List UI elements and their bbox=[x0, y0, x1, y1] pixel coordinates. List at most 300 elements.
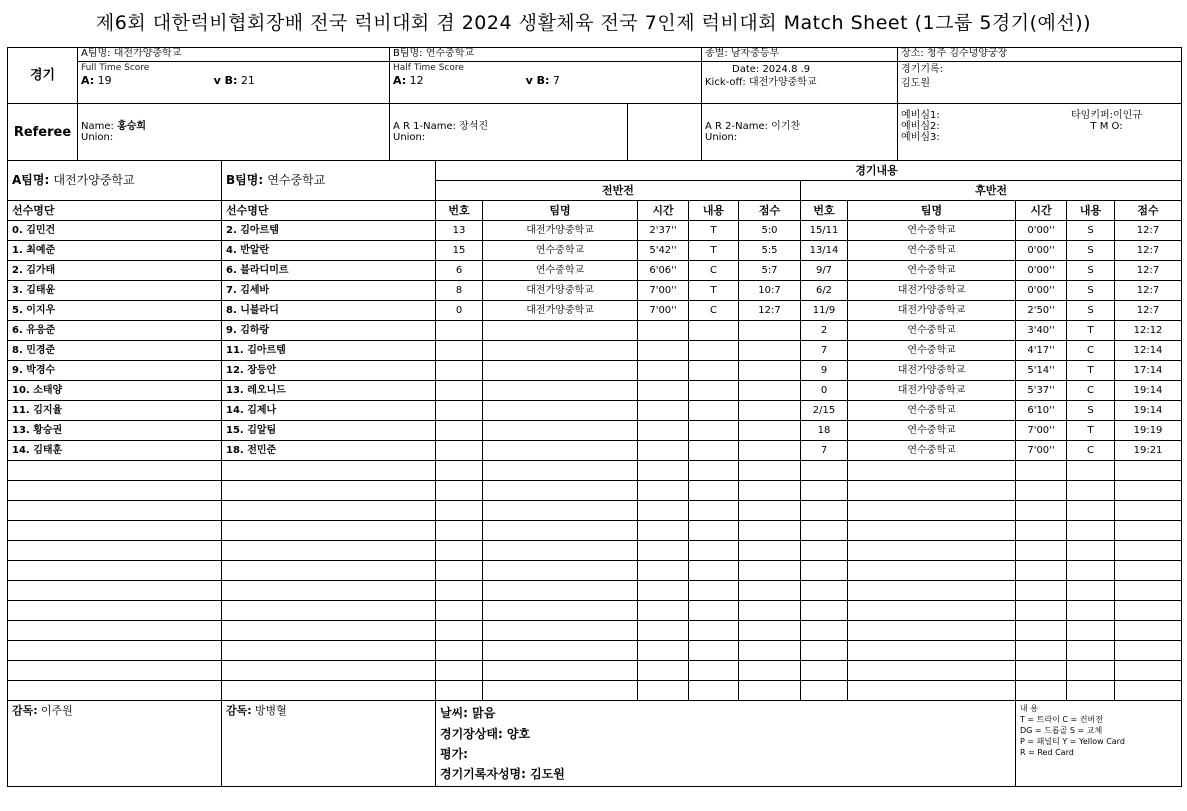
first-half-team bbox=[483, 341, 638, 361]
reserve-1: 예비심1: bbox=[901, 110, 940, 121]
second-half-no bbox=[801, 601, 848, 621]
second-half-content: S bbox=[1067, 301, 1115, 321]
table-row bbox=[8, 221, 1182, 241]
team-a-cell bbox=[78, 48, 390, 104]
col-content-2: 내용 bbox=[1067, 201, 1115, 221]
second-half-team: 연수중학교 bbox=[848, 241, 1016, 261]
table-row bbox=[8, 521, 1182, 541]
second-half-score bbox=[1115, 521, 1182, 541]
legend-line: R = Red Card bbox=[1020, 748, 1074, 757]
second-half-score: 19:21 bbox=[1115, 441, 1182, 461]
table-row bbox=[8, 661, 1182, 681]
first-half-no bbox=[436, 561, 483, 581]
second-half-time bbox=[1016, 541, 1067, 561]
full-a-label: A: bbox=[81, 74, 95, 87]
team-a-line: A팀명: 대전가양중학교 bbox=[78, 48, 389, 62]
first-half-team bbox=[483, 481, 638, 501]
first-half-score bbox=[739, 521, 801, 541]
second-half-content bbox=[1067, 461, 1115, 481]
second-half-content: T bbox=[1067, 361, 1115, 381]
ground-condition: 경기장상태: 양호 bbox=[440, 727, 531, 741]
first-half-team bbox=[483, 641, 638, 661]
player-a: 11. 김지율 bbox=[8, 401, 222, 421]
table-row bbox=[8, 601, 1182, 621]
first-half-content bbox=[689, 461, 739, 481]
second-half-score: 12:7 bbox=[1115, 301, 1182, 321]
coach-b-name: 방병혈 bbox=[254, 704, 287, 717]
first-half-score: 5:0 bbox=[739, 221, 801, 241]
second-half-score bbox=[1115, 601, 1182, 621]
player-b bbox=[222, 601, 436, 621]
second-half-score: 12:12 bbox=[1115, 321, 1182, 341]
second-half-team bbox=[848, 621, 1016, 641]
first-half-score bbox=[739, 641, 801, 661]
first-half-score bbox=[739, 601, 801, 621]
venue: 장소: 청주 김수녕양궁장 bbox=[898, 48, 1181, 62]
second-half-score: 19:19 bbox=[1115, 421, 1182, 441]
second-half-content bbox=[1067, 621, 1115, 641]
first-half-time: 7'00'' bbox=[638, 301, 689, 321]
second-half-team: 대전가양중학교 bbox=[848, 381, 1016, 401]
reserve-cell bbox=[898, 104, 1182, 161]
player-a bbox=[8, 561, 222, 581]
second-half-content: S bbox=[1067, 281, 1115, 301]
second-half-team bbox=[848, 681, 1016, 701]
second-half-no bbox=[801, 561, 848, 581]
player-a: 10. 소태양 bbox=[8, 381, 222, 401]
ar1-cell bbox=[390, 104, 702, 161]
second-half-team: 연수중학교 bbox=[848, 441, 1016, 461]
ar1-name: A R 1-Name: 장석진 bbox=[393, 121, 489, 132]
second-half-time: 5'37'' bbox=[1016, 381, 1067, 401]
first-half-time bbox=[638, 421, 689, 441]
ar2-union: Union: bbox=[705, 132, 738, 143]
second-half-no: 2/15 bbox=[801, 401, 848, 421]
second-half-no: 18 bbox=[801, 421, 848, 441]
first-half-content: C bbox=[689, 261, 739, 281]
first-half-time bbox=[638, 681, 689, 701]
first-half-team bbox=[483, 581, 638, 601]
second-half-team bbox=[848, 461, 1016, 481]
col-time-2: 시간 bbox=[1016, 201, 1067, 221]
table-row bbox=[8, 461, 1182, 481]
player-a: 9. 박경수 bbox=[8, 361, 222, 381]
first-half-no bbox=[436, 341, 483, 361]
first-half-team bbox=[483, 381, 638, 401]
second-half-team bbox=[848, 601, 1016, 621]
player-a bbox=[8, 541, 222, 561]
first-half-content: C bbox=[689, 301, 739, 321]
legend-line: DG = 드롭골 S = 교체 bbox=[1020, 726, 1103, 735]
col-score-2: 점수 bbox=[1115, 201, 1182, 221]
player-a bbox=[8, 521, 222, 541]
second-half-team bbox=[848, 561, 1016, 581]
first-half-time: 7'00'' bbox=[638, 281, 689, 301]
first-half-no bbox=[436, 321, 483, 341]
player-b: 14. 김제나 bbox=[222, 401, 436, 421]
referee-label: Referee bbox=[8, 104, 78, 161]
col-content-1: 내용 bbox=[689, 201, 739, 221]
first-half-score bbox=[739, 441, 801, 461]
timekeeper: 타임키퍼:이인규 bbox=[1071, 110, 1142, 121]
table-row bbox=[8, 281, 1182, 301]
referee-name-label: Name: bbox=[81, 121, 114, 132]
second-half-time: 7'00'' bbox=[1016, 441, 1067, 461]
second-half-content bbox=[1067, 661, 1115, 681]
player-b bbox=[222, 501, 436, 521]
first-half-content bbox=[689, 481, 739, 501]
player-b: 9. 김하랑 bbox=[222, 321, 436, 341]
first-half-no bbox=[436, 441, 483, 461]
first-half-score bbox=[739, 501, 801, 521]
second-half-time: 7'00'' bbox=[1016, 421, 1067, 441]
first-half-time bbox=[638, 561, 689, 581]
second-half-content: S bbox=[1067, 401, 1115, 421]
player-b bbox=[222, 581, 436, 601]
table-row bbox=[8, 481, 1182, 501]
first-half-no bbox=[436, 381, 483, 401]
first-half-team bbox=[483, 501, 638, 521]
first-half-content bbox=[689, 361, 739, 381]
table-row bbox=[8, 641, 1182, 661]
second-half-time bbox=[1016, 461, 1067, 481]
player-a: 5. 이지우 bbox=[8, 301, 222, 321]
first-half-content bbox=[689, 321, 739, 341]
first-half-time bbox=[638, 441, 689, 461]
legend-line: T = 트라이 C = 컨버젼 bbox=[1020, 715, 1103, 724]
team-a-header-label: A팀명: bbox=[12, 173, 50, 187]
first-half-team: 연수중학교 bbox=[483, 241, 638, 261]
first-half-team bbox=[483, 681, 638, 701]
second-half-team bbox=[848, 541, 1016, 561]
second-half-no bbox=[801, 541, 848, 561]
table-row bbox=[8, 301, 1182, 321]
second-half-time: 3'40'' bbox=[1016, 321, 1067, 341]
second-half-no bbox=[801, 661, 848, 681]
first-half-no bbox=[436, 601, 483, 621]
coach-b-cell bbox=[222, 701, 436, 787]
player-a: 0. 김민건 bbox=[8, 221, 222, 241]
second-half-content bbox=[1067, 561, 1115, 581]
first-half-no bbox=[436, 541, 483, 561]
first-half-content bbox=[689, 401, 739, 421]
category: 종별: 남자중등부 bbox=[702, 48, 897, 62]
second-half-score bbox=[1115, 561, 1182, 581]
second-half-score bbox=[1115, 681, 1182, 701]
first-half-team bbox=[483, 361, 638, 381]
first-half-content bbox=[689, 601, 739, 621]
player-b bbox=[222, 621, 436, 641]
half-time-label: Half Time Score bbox=[393, 63, 464, 73]
second-half-content: T bbox=[1067, 321, 1115, 341]
first-half-team bbox=[483, 521, 638, 541]
player-b: 7. 김세바 bbox=[222, 281, 436, 301]
first-half-team bbox=[483, 401, 638, 421]
first-half-time: 5'42'' bbox=[638, 241, 689, 261]
referee-union: Union: bbox=[81, 132, 114, 143]
second-half-team: 연수중학교 bbox=[848, 341, 1016, 361]
second-half-score bbox=[1115, 661, 1182, 681]
player-b bbox=[222, 481, 436, 501]
second-half-time: 0'00'' bbox=[1016, 241, 1067, 261]
second-half-no bbox=[801, 501, 848, 521]
first-half-time bbox=[638, 381, 689, 401]
second-half-time bbox=[1016, 581, 1067, 601]
table-row bbox=[8, 681, 1182, 701]
second-half-time bbox=[1016, 561, 1067, 581]
second-half-score: 19:14 bbox=[1115, 381, 1182, 401]
full-b-label: v B: bbox=[213, 74, 238, 87]
second-half-content bbox=[1067, 521, 1115, 541]
first-half-content bbox=[689, 621, 739, 641]
first-half-content bbox=[689, 521, 739, 541]
second-half-score bbox=[1115, 541, 1182, 561]
player-b bbox=[222, 541, 436, 561]
player-b: 6. 블라디미르 bbox=[222, 261, 436, 281]
second-half-time bbox=[1016, 621, 1067, 641]
second-half-content: C bbox=[1067, 341, 1115, 361]
second-half-team bbox=[848, 641, 1016, 661]
player-b: 11. 김아르템 bbox=[222, 341, 436, 361]
second-half-score bbox=[1115, 621, 1182, 641]
table-row bbox=[8, 581, 1182, 601]
second-half-no bbox=[801, 641, 848, 661]
first-half-no bbox=[436, 681, 483, 701]
second-half-no: 13/14 bbox=[801, 241, 848, 261]
rating: 평가: bbox=[440, 747, 468, 761]
second-half-team bbox=[848, 661, 1016, 681]
col-team-1: 팀명 bbox=[483, 201, 638, 221]
second-half-team: 연수중학교 bbox=[848, 221, 1016, 241]
first-half-score bbox=[739, 561, 801, 581]
first-half-time bbox=[638, 321, 689, 341]
first-half-time bbox=[638, 581, 689, 601]
second-half-no bbox=[801, 461, 848, 481]
second-half-time bbox=[1016, 481, 1067, 501]
first-half-team bbox=[483, 461, 638, 481]
first-half-time bbox=[638, 661, 689, 681]
first-half-score: 10:7 bbox=[739, 281, 801, 301]
second-half-no: 11/9 bbox=[801, 301, 848, 321]
player-b: 13. 레오니드 bbox=[222, 381, 436, 401]
second-half-score: 12:7 bbox=[1115, 281, 1182, 301]
first-half-no: 8 bbox=[436, 281, 483, 301]
second-half-no: 15/11 bbox=[801, 221, 848, 241]
second-half-time: 2'50'' bbox=[1016, 301, 1067, 321]
full-time-label: Full Time Score bbox=[81, 63, 150, 73]
first-half-time bbox=[638, 401, 689, 421]
half-b-score: 7 bbox=[552, 74, 560, 87]
col-score-1: 점수 bbox=[739, 201, 801, 221]
legend-line: 내 용 bbox=[1020, 704, 1038, 713]
first-half-no bbox=[436, 521, 483, 541]
second-half-team bbox=[848, 581, 1016, 601]
col-no-1: 번호 bbox=[436, 201, 483, 221]
table-row bbox=[8, 261, 1182, 281]
first-half-time bbox=[638, 361, 689, 381]
first-half-no bbox=[436, 401, 483, 421]
first-half-score bbox=[739, 381, 801, 401]
first-half-no: 15 bbox=[436, 241, 483, 261]
second-half-content bbox=[1067, 601, 1115, 621]
first-half-time bbox=[638, 521, 689, 541]
player-a: 8. 민경준 bbox=[8, 341, 222, 361]
second-half-no bbox=[801, 521, 848, 541]
second-half-content bbox=[1067, 541, 1115, 561]
weather: 날씨: 맑음 bbox=[440, 706, 496, 720]
second-half-team: 대전가양중학교 bbox=[848, 281, 1016, 301]
second-half-content bbox=[1067, 481, 1115, 501]
tmo: T M O: bbox=[1090, 121, 1123, 132]
second-half-no: 9/7 bbox=[801, 261, 848, 281]
team-b-header bbox=[222, 161, 436, 201]
first-half-no bbox=[436, 361, 483, 381]
coach-a-name: 이주원 bbox=[40, 704, 73, 717]
table-row bbox=[8, 321, 1182, 341]
second-half-score bbox=[1115, 461, 1182, 481]
first-half-score bbox=[739, 321, 801, 341]
second-half-no: 6/2 bbox=[801, 281, 848, 301]
recorder-name: 김도원 bbox=[901, 78, 930, 89]
first-half-content bbox=[689, 421, 739, 441]
second-half-content: S bbox=[1067, 221, 1115, 241]
first-half-no bbox=[436, 481, 483, 501]
table-row bbox=[8, 621, 1182, 641]
first-half-no: 13 bbox=[436, 221, 483, 241]
first-half-score bbox=[739, 541, 801, 561]
player-b bbox=[222, 661, 436, 681]
second-half-team: 연수중학교 bbox=[848, 421, 1016, 441]
second-half-content bbox=[1067, 641, 1115, 661]
first-half-team: 대전가양중학교 bbox=[483, 301, 638, 321]
first-half-time bbox=[638, 621, 689, 641]
first-half-no: 0 bbox=[436, 301, 483, 321]
first-half-time bbox=[638, 461, 689, 481]
team-a-header-name: 대전가양중학교 bbox=[53, 173, 135, 187]
first-half-time: 6'06'' bbox=[638, 261, 689, 281]
first-half-team bbox=[483, 441, 638, 461]
player-b: 18. 전민준 bbox=[222, 441, 436, 461]
team-b-cell bbox=[390, 48, 702, 104]
table-row bbox=[8, 241, 1182, 261]
first-half-content bbox=[689, 581, 739, 601]
table-row bbox=[8, 541, 1182, 561]
first-half-time bbox=[638, 641, 689, 661]
table-row bbox=[8, 561, 1182, 581]
player-a bbox=[8, 501, 222, 521]
second-half-no: 7 bbox=[801, 441, 848, 461]
table-row bbox=[8, 341, 1182, 361]
full-a-score: 19 bbox=[97, 74, 112, 87]
first-half-score bbox=[739, 421, 801, 441]
player-b bbox=[222, 641, 436, 661]
player-a bbox=[8, 601, 222, 621]
first-half-score bbox=[739, 621, 801, 641]
first-half-score bbox=[739, 661, 801, 681]
player-b bbox=[222, 461, 436, 481]
player-a: 1. 최예준 bbox=[8, 241, 222, 261]
player-a: 14. 김태훈 bbox=[8, 441, 222, 461]
first-half-team bbox=[483, 541, 638, 561]
recorder-signature: 경기기록자성명: 김도원 bbox=[440, 767, 565, 781]
second-half-no: 2 bbox=[801, 321, 848, 341]
first-half-content bbox=[689, 681, 739, 701]
first-half-content bbox=[689, 561, 739, 581]
second-half-team: 대전가양중학교 bbox=[848, 361, 1016, 381]
match-info-table bbox=[7, 47, 1182, 161]
conditions-cell bbox=[436, 701, 1016, 787]
first-half-no: 6 bbox=[436, 261, 483, 281]
table-row bbox=[8, 421, 1182, 441]
roster-label-b: 선수명단 bbox=[222, 201, 436, 221]
player-b bbox=[222, 561, 436, 581]
second-half-no: 7 bbox=[801, 341, 848, 361]
player-a bbox=[8, 661, 222, 681]
first-half-content bbox=[689, 441, 739, 461]
first-half-content bbox=[689, 381, 739, 401]
second-half-no bbox=[801, 481, 848, 501]
team-a-header bbox=[8, 161, 222, 201]
player-a bbox=[8, 481, 222, 501]
first-half-content: T bbox=[689, 241, 739, 261]
second-half-team: 연수중학교 bbox=[848, 261, 1016, 281]
first-half-team: 대전가양중학교 bbox=[483, 281, 638, 301]
first-half-no bbox=[436, 421, 483, 441]
second-half-team: 연수중학교 bbox=[848, 401, 1016, 421]
first-half-score bbox=[739, 681, 801, 701]
first-half-content bbox=[689, 641, 739, 661]
second-half-score: 17:14 bbox=[1115, 361, 1182, 381]
second-half-team bbox=[848, 501, 1016, 521]
first-half-content bbox=[689, 661, 739, 681]
match-content-table bbox=[7, 160, 1182, 787]
first-half-score bbox=[739, 401, 801, 421]
first-half-score bbox=[739, 581, 801, 601]
first-half-team bbox=[483, 601, 638, 621]
first-half-score: 5:5 bbox=[739, 241, 801, 261]
second-half-time: 5'14'' bbox=[1016, 361, 1067, 381]
first-half-team bbox=[483, 421, 638, 441]
first-half-team: 연수중학교 bbox=[483, 261, 638, 281]
second-half-team: 대전가양중학교 bbox=[848, 301, 1016, 321]
first-half-score bbox=[739, 481, 801, 501]
legend-line: P = 패널티 Y = Yellow Card bbox=[1020, 737, 1125, 746]
second-half-no bbox=[801, 621, 848, 641]
second-half-time bbox=[1016, 601, 1067, 621]
referee-cell bbox=[78, 104, 390, 161]
player-b: 8. 니블라디 bbox=[222, 301, 436, 321]
first-half-no bbox=[436, 581, 483, 601]
first-half-content: T bbox=[689, 281, 739, 301]
player-a bbox=[8, 581, 222, 601]
first-half-no bbox=[436, 501, 483, 521]
second-half-time bbox=[1016, 501, 1067, 521]
first-half-time bbox=[638, 341, 689, 361]
player-b bbox=[222, 521, 436, 541]
roster-label-a: 선수명단 bbox=[8, 201, 222, 221]
player-a bbox=[8, 681, 222, 701]
first-half-no bbox=[436, 621, 483, 641]
second-half-time bbox=[1016, 641, 1067, 661]
second-half-content: S bbox=[1067, 261, 1115, 281]
second-half-score bbox=[1115, 481, 1182, 501]
col-team-2: 팀명 bbox=[848, 201, 1016, 221]
legend-cell bbox=[1016, 701, 1182, 787]
reserve-2: 예비심2: bbox=[901, 121, 940, 132]
second-half-content: C bbox=[1067, 381, 1115, 401]
second-half-content bbox=[1067, 681, 1115, 701]
player-b: 2. 김아르템 bbox=[222, 221, 436, 241]
